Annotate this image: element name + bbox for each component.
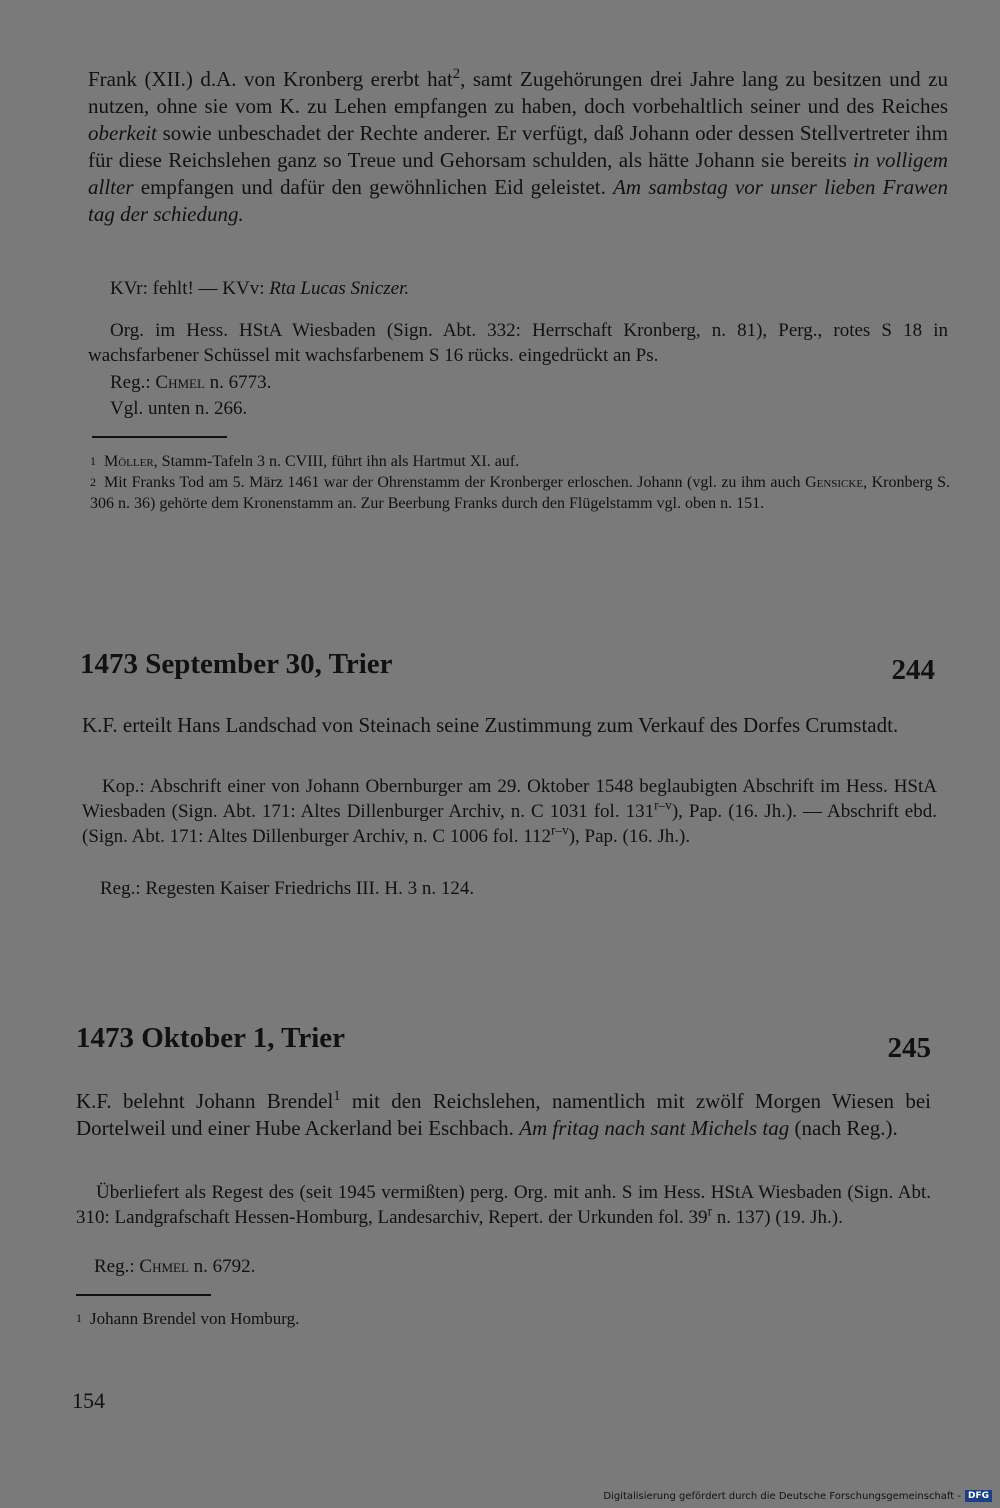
reg-prefix: Reg.: bbox=[110, 372, 156, 393]
footnote-text: , Stamm-Tafeln 3 n. CVIII, führt ihn als Hartmut XI. auf. bbox=[153, 453, 520, 470]
regest-reference bbox=[88, 370, 970, 395]
kv-prefix: KVr: fehlt! — KVv: bbox=[110, 278, 270, 299]
text-run: , samt Zugehörungen drei Jahre lang zu besitzen und zu nutzen, ohne sie vom K. zu Lehen empfangen zu haben, doch vorbehaltlich seiner und des Reiches bbox=[88, 67, 948, 118]
entry-heading-245 bbox=[76, 1022, 931, 1064]
entry-date-place: 1473 Oktober 1, Trier bbox=[76, 1022, 346, 1054]
reg-author: Chmel bbox=[155, 372, 205, 393]
page-number: 154 bbox=[72, 1388, 105, 1413]
footnote-2 bbox=[90, 472, 950, 514]
transmission-245 bbox=[76, 1180, 931, 1230]
copy-description-244 bbox=[82, 774, 937, 849]
regest-reference-245 bbox=[76, 1254, 954, 1279]
text-run: Überliefert als Regest des (seit 1945 vermißten) perg. Org. mit anh. S im Hess. HStA Wiesbaden (Sign. Abt. 310: Landgrafschaft Hessen-Homburg, Landesarchiv, Repert. der Urkunden fol. 39 bbox=[76, 1182, 931, 1228]
entry-heading-244 bbox=[80, 648, 935, 686]
reg-author: Chmel bbox=[139, 1256, 189, 1277]
entry-date-place: 1473 September 30, Trier bbox=[80, 648, 393, 680]
entry-number: 245 bbox=[887, 1032, 931, 1064]
folio-sup: r bbox=[707, 1203, 712, 1219]
footnote-mark: 2 bbox=[90, 475, 96, 489]
dfg-logo: DFG bbox=[965, 1490, 992, 1502]
reg-number: n. 6773. bbox=[204, 372, 272, 393]
date-formula-italic: Am sambstag vor unser lieben Frawen tag der schiedung. bbox=[88, 175, 948, 226]
entry-summary-245 bbox=[76, 1088, 931, 1142]
text-run: empfangen und dafür den gewöhnlichen Eid geleistet. bbox=[133, 175, 614, 199]
date-formula-italic: Am fritag nach sant Michels tag bbox=[519, 1116, 790, 1140]
text-run: sowie unbeschadet der Rechte anderer. Er verfügt, daß Johann oder dessen Stellvertreter ihm für diese Reichslehen ganz so Treue und Gehorsam schulden, als hätte Johann sie bereits bbox=[88, 121, 948, 172]
doc-continuation-text bbox=[88, 66, 948, 228]
folio-sup: r–v bbox=[551, 822, 569, 838]
text-run: Frank (XII.) d.A. von Kronberg ererbt hat bbox=[88, 67, 453, 91]
footnote-text: , Kronberg S. 306 n. 36) gehörte dem Kronenstamm an. Zur Beerbung Franks durch den Flügelstamm vgl. oben n. 151. bbox=[90, 474, 951, 512]
footnote-mark: 1 bbox=[76, 1311, 82, 1325]
footnote-mark: 1 bbox=[90, 454, 96, 468]
entry-number: 244 bbox=[891, 654, 935, 686]
footnote-text: Johann Brendel von Homburg. bbox=[90, 1309, 300, 1328]
regest-reference-244: Reg.: Regesten Kaiser Friedrichs III. H. 3 n. 124. bbox=[100, 878, 475, 899]
text-run: n. 137) (19. Jh.). bbox=[712, 1207, 843, 1228]
digitization-footer bbox=[603, 1490, 992, 1502]
footnote-author: Gensicke bbox=[805, 474, 864, 491]
text-run: ), Pap. (16. Jh.). bbox=[568, 826, 691, 847]
footer-text: Digitalisierung gefördert durch die Deutsche Forschungsgemeinschaft - bbox=[603, 1490, 961, 1502]
kv-italic: Rta Lucas Sniczer. bbox=[269, 278, 410, 299]
footnote-divider bbox=[76, 1294, 211, 1296]
text-run: ), Pap. (16. Jh.). — Abschrift ebd. (Sign. Abt. 171: Altes Dillenburger Archiv, n. C 1006 fol. 112 bbox=[82, 801, 937, 847]
footnote-ref: 1 bbox=[333, 1088, 341, 1104]
footnote-author: Möller bbox=[104, 453, 154, 470]
text-run: K.F. belehnt Johann Brendel bbox=[76, 1089, 334, 1113]
quote-italic: in volligem allter bbox=[88, 148, 948, 199]
footnote-divider bbox=[92, 436, 227, 438]
footnote-text: Mit Franks Tod am 5. März 1461 war der Ohrenstamm der Kronberger erloschen. Johann (vgl. zu ihm auch bbox=[104, 474, 806, 491]
reg-prefix: Reg.: bbox=[94, 1256, 140, 1277]
footnote-245-1 bbox=[76, 1308, 936, 1329]
reg-number: n. 6792. bbox=[188, 1256, 256, 1277]
text-run: mit den Reichslehen, namentlich mit zwölf Morgen Wiesen bei Dortelweil und einer Hube Ackerland bei Eschbach. bbox=[76, 1089, 931, 1140]
quote-italic: oberkeit bbox=[88, 121, 157, 145]
text-run: (nach Reg.). bbox=[789, 1116, 898, 1140]
footnote-ref: 2 bbox=[452, 66, 461, 82]
vgl-reference: Vgl. unten n. 266. bbox=[110, 398, 248, 419]
folio-sup: r–v bbox=[654, 797, 672, 813]
entry-summary-244: K.F. erteilt Hans Landschad von Steinach seine Zustimmung zum Verkauf des Dorfes Crumstadt. bbox=[82, 713, 899, 737]
footnote-1 bbox=[90, 451, 950, 472]
kv-line bbox=[88, 276, 970, 301]
text-run: Kop.: Abschrift einer von Johann Obernburger am 29. Oktober 1548 beglaubigten Abschrift im Hess. HStA Wiesbaden (Sign. Abt. 171: Altes Dillenburger Archiv, n. C 1031 fol. 131 bbox=[82, 776, 937, 822]
original-description: Org. im Hess. HStA Wiesbaden (Sign. Abt. 332: Herrschaft Kronberg, n. 81), Perg., rotes S 18 in wachsfarbener Schüssel mit wachsfarbenem S 16 rücks. eingedrückt an Ps. bbox=[88, 320, 948, 366]
